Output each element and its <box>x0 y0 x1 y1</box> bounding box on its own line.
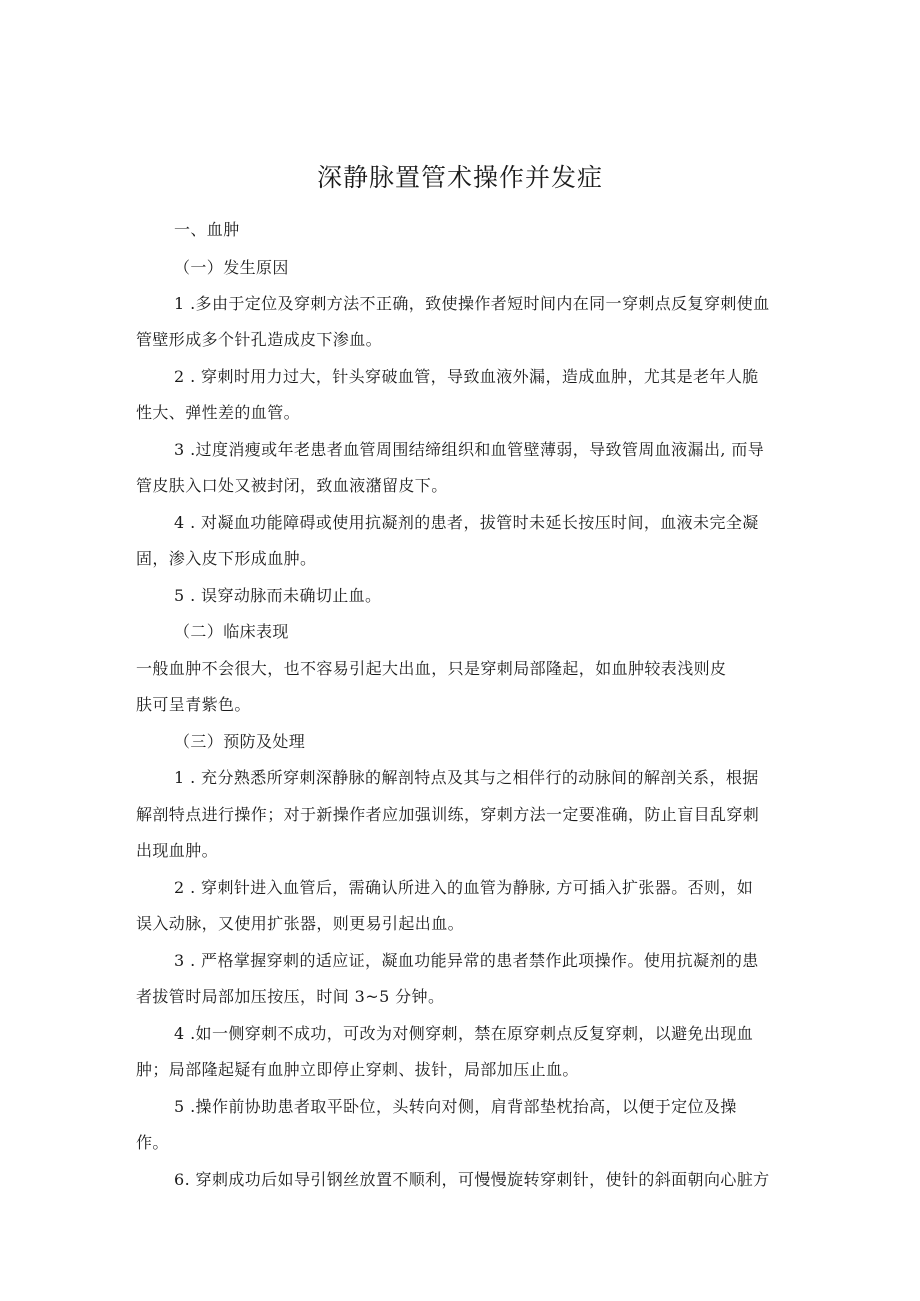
paragraph-line: 管皮肤入口处又被封闭，致血液潴留皮下。 <box>136 476 448 495</box>
paragraph-line: 性大、弹性差的血管。 <box>136 403 301 422</box>
subsection-heading-prevention: （三）预防及处理 <box>174 732 306 751</box>
paragraph-line: 1 .多由于定位及穿刺方法不正确，致使操作者短时间内在同一穿刺点反复穿刺使血 <box>174 294 770 313</box>
paragraph-line: 2 . 穿刺时用力过大，针头穿破血管，导致血液外漏，造成血肿，尤其是老年人脆 <box>174 367 759 386</box>
paragraph-line: 3 .过度消瘦或年老患者血管周围结缔组织和血管壁薄弱，导致管周血液漏出, 而导 <box>174 440 765 459</box>
paragraph-line: 1 . 充分熟悉所穿刺深静脉的解剖特点及其与之相伴行的动脉间的解剖关系，根据 <box>174 768 759 787</box>
section-heading-hematoma: 一、血肿 <box>174 220 240 239</box>
paragraph-line: 管壁形成多个针孔造成皮下渗血。 <box>136 330 383 349</box>
paragraph-line: 出现血肿。 <box>136 841 219 860</box>
paragraph-line: 4 . 对凝血功能障碍或使用抗凝剂的患者，拔管时未延长按压时间，血液未完全凝 <box>174 513 759 532</box>
paragraph-line: 5 .操作前协助患者取平卧位，头转向对侧，肩背部垫枕抬高，以便于定位及操 <box>174 1097 737 1116</box>
paragraph-line: 肤可呈青紫色。 <box>136 695 251 714</box>
paragraph-line: 固，渗入皮下形成血肿。 <box>136 549 317 568</box>
paragraph-line: 作。 <box>136 1133 169 1152</box>
paragraph-line: 5 . 误穿动脉而未确切止血。 <box>174 586 382 605</box>
paragraph-line: 4 .如一侧穿刺不成功，可改为对侧穿刺，禁在原穿刺点反复穿刺，以避免出现血 <box>174 1024 754 1043</box>
paragraph-line: 肿；局部隆起疑有血肿立即停止穿刺、拔针，局部加压止血。 <box>136 1060 579 1079</box>
paragraph-line: 一般血肿不会很大，也不容易引起大出血，只是穿刺局部隆起，如血肿较表浅则皮 <box>136 659 727 678</box>
subsection-heading-causes: （一）发生原因 <box>174 258 289 277</box>
page-title: 深静脉置管术操作并发症 <box>316 163 603 192</box>
subsection-heading-clinical: （二）临床表现 <box>174 622 289 641</box>
paragraph-line: 3 . 严格掌握穿刺的适应证，凝血功能异常的患者禁作此项操作。使用抗凝剂的患 <box>174 951 759 970</box>
paragraph-line: 解剖特点进行操作；对于新操作者应加强训练，穿刺方法一定要准确，防止盲目乱穿刺 <box>136 805 760 824</box>
paragraph-line: 误入动脉，又使用扩张器，则更易引起出血。 <box>136 914 465 933</box>
paragraph-line: 2 . 穿刺针进入血管后，需确认所进入的血管为静脉, 方可插入扩张器。否则，如 <box>174 878 754 897</box>
paragraph-line: 6. 穿刺成功后如导引钢丝放置不顺利，可慢慢旋转穿刺针，使针的斜面朝向心脏方 <box>174 1170 770 1189</box>
paragraph-line: 者拔管时局部加压按压，时间 3~5 分钟。 <box>136 987 445 1006</box>
